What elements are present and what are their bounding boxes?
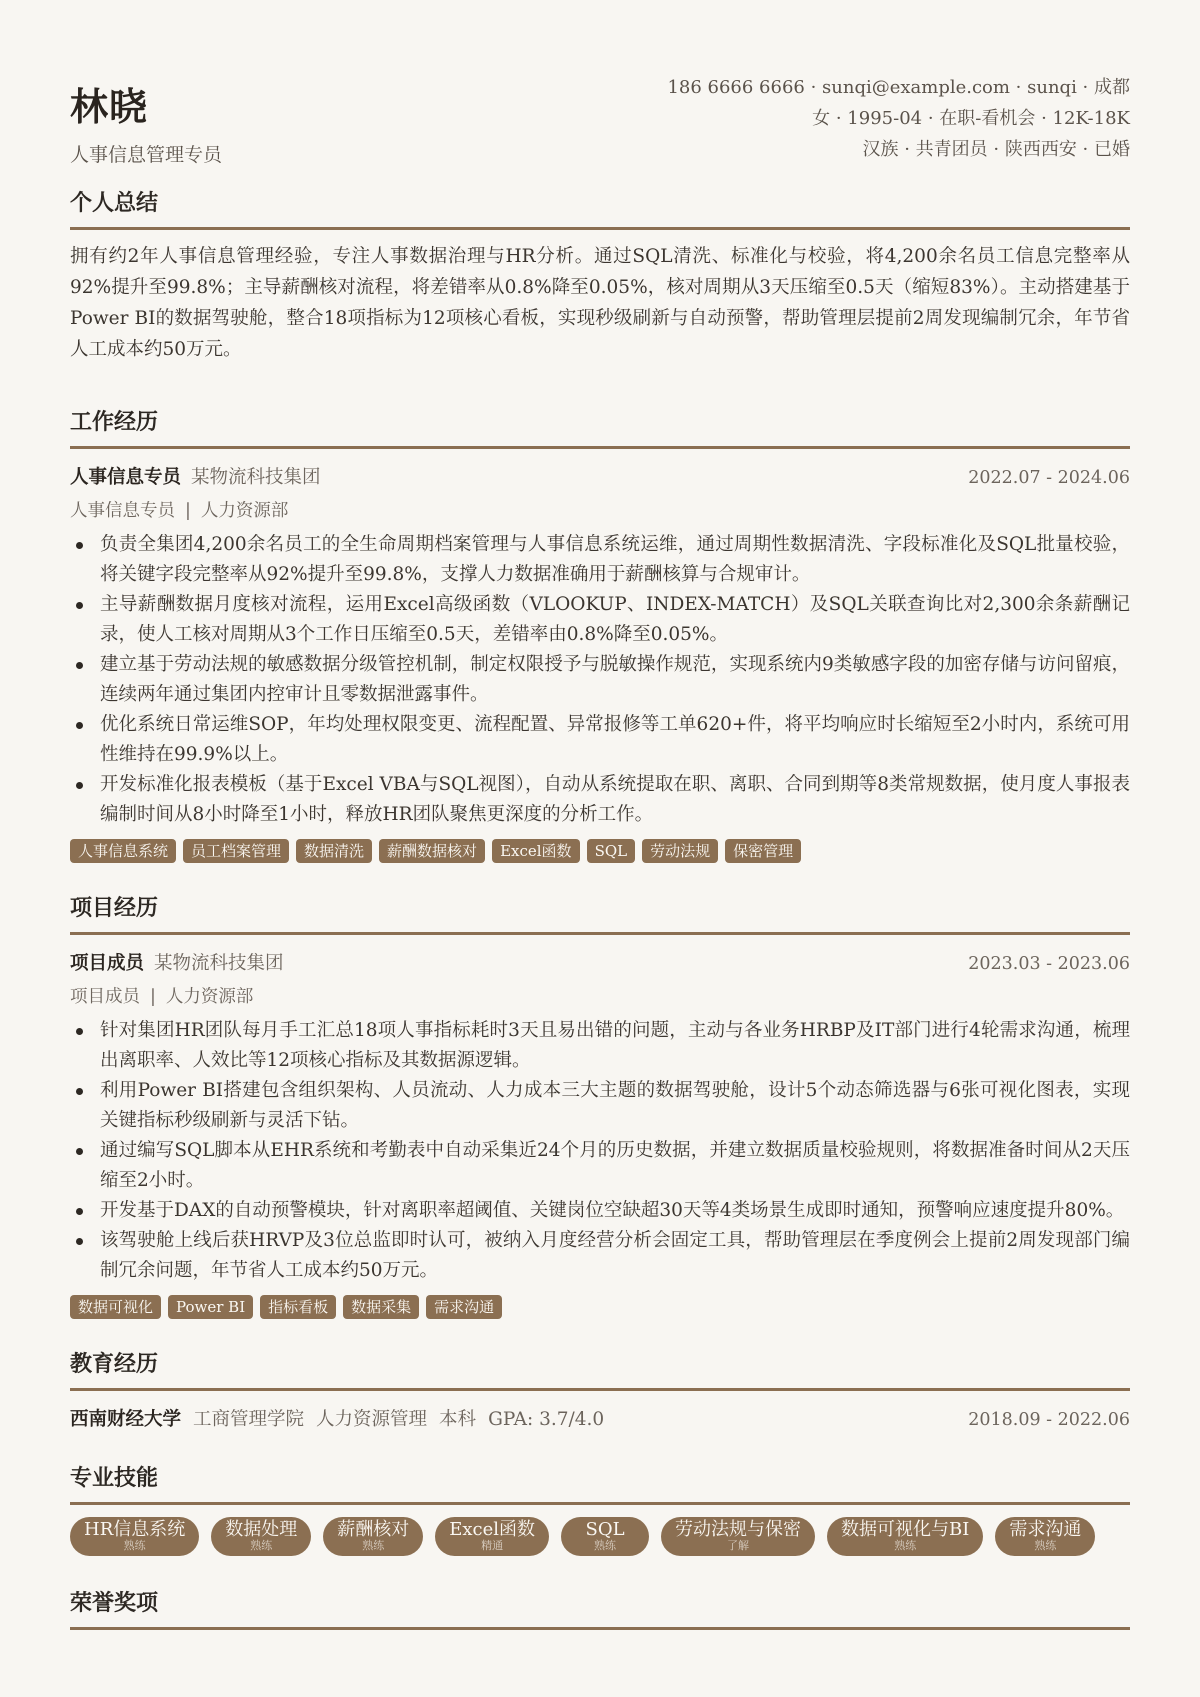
work-sub-role: 人事信息专员 — [70, 501, 175, 521]
contact-line: 汉族 · 共青团员 · 陕西西安 · 已婚 — [862, 139, 1130, 160]
school-name: 西南财经大学 — [70, 1409, 182, 1430]
list-item: 该驾驶舱上线后获HRVP及3位总监即时认可，被纳入月度经营分析会固定工具，帮助管理层在季度例会上提前2周发现部门编制冗余问题，年节省人工成本约50万元。 — [70, 1226, 1130, 1286]
skill-pill — [661, 1517, 815, 1556]
section-heading-skills: 专业技能 — [70, 1461, 1130, 1505]
work-subline — [70, 497, 1130, 522]
skill-name: HR信息系统 — [84, 1519, 186, 1540]
resume-header — [70, 0, 1130, 188]
skill-pill — [70, 1517, 199, 1556]
project-department: 人力资源部 — [165, 987, 254, 1007]
skill-level: 了解 — [727, 1539, 750, 1552]
list-item: 主导薪酬数据月度核对流程，运用Excel高级函数（VLOOKUP、INDEX-MATCH）及SQL关联查询比对2,300余条薪酬记录，使人工核对周期从3个工作日压缩至0.5天，差错率由0.8%降至0.05%。 — [70, 590, 1130, 650]
work-company: 某物流科技集团 — [191, 467, 321, 488]
work-role: 人事信息专员 — [70, 467, 182, 488]
list-item: 建立基于劳动法规的敏感数据分级管控机制，制定权限授予与脱敏操作规范，实现系统内9类敏感字段的加密存储与访问留痕，连续两年通过集团内控审计且零数据泄露事件。 — [70, 650, 1130, 710]
list-item: 开发标准化报表模板（基于Excel VBA与SQL视图），自动从系统提取在职、离职、合同到期等8类常规数据，使月度人事报表编制时间从8小时降至1小时，释放HR团队聚焦更深度的分析工作。 — [70, 770, 1130, 830]
work-date: 2022.07 - 2024.06 — [968, 468, 1130, 488]
separator: | — [150, 987, 156, 1007]
project-section — [70, 891, 1130, 1319]
separator: | — [185, 501, 191, 521]
project-date: 2023.03 - 2023.06 — [968, 954, 1130, 974]
skill-level: 熟练 — [894, 1539, 917, 1552]
gpa: GPA: 3.7/4.0 — [488, 1409, 605, 1430]
skill-name: Excel函数 — [449, 1519, 536, 1540]
skill-level: 精通 — [481, 1539, 504, 1552]
education-entry — [70, 1405, 1130, 1431]
tag: 数据可视化 — [70, 1295, 161, 1319]
degree: 本科 — [439, 1409, 477, 1430]
skill-name: 劳动法规与保密 — [675, 1519, 802, 1540]
work-tags — [70, 839, 1130, 863]
project-role: 项目成员 — [70, 953, 145, 974]
candidate-title: 人事信息管理专员 — [70, 144, 223, 166]
tag: 保密管理 — [725, 839, 801, 863]
skill-pill — [211, 1517, 311, 1556]
contact-line: 186 6666 6666 · sunqi@example.com · sunqi · 成都 — [667, 77, 1130, 98]
contact-line: 女 · 1995-04 · 在职-看机会 · 12K-18K — [812, 108, 1130, 129]
skills-section — [70, 1461, 1130, 1556]
project-tags — [70, 1295, 1130, 1319]
work-department: 人力资源部 — [200, 501, 289, 521]
tag: 数据采集 — [343, 1295, 419, 1319]
skill-pill — [435, 1517, 549, 1556]
skill-level: 熟练 — [123, 1539, 146, 1552]
tag: SQL — [587, 839, 636, 863]
tag: 劳动法规 — [642, 839, 718, 863]
list-item: 通过编写SQL脚本从EHR系统和考勤表中自动采集近24个月的历史数据，并建立数据质量校验规则，将数据准备时间从2天压缩至2小时。 — [70, 1136, 1130, 1196]
list-item: 负责全集团4,200余名员工的全生命周期档案管理与人事信息系统运维，通过周期性数据清洗、字段标准化及SQL批量校验，将关键字段完整率从92%提升至99.8%，支撑人力数据准确用于薪酬核算与合规审计。 — [70, 530, 1130, 590]
section-heading-honors: 荣誉奖项 — [70, 1586, 1130, 1630]
education-date: 2018.09 - 2022.06 — [968, 1410, 1130, 1430]
list-item: 利用Power BI搭建包含组织架构、人员流动、人力成本三大主题的数据驾驶舱，设计5个动态筛选器与6张可视化图表，实现关键指标秒级刷新与灵活下钻。 — [70, 1076, 1130, 1136]
work-bullets — [70, 530, 1130, 830]
tag: 指标看板 — [260, 1295, 336, 1319]
skill-pill — [323, 1517, 423, 1556]
education-section — [70, 1347, 1130, 1431]
project-entry-header — [70, 949, 1130, 975]
section-heading-project: 项目经历 — [70, 891, 1130, 935]
project-subline — [70, 983, 1130, 1008]
skill-name: 需求沟通 — [1009, 1519, 1082, 1540]
skill-name: 数据处理 — [225, 1519, 298, 1540]
work-entry-header — [70, 463, 1130, 489]
tag: 员工档案管理 — [183, 839, 289, 863]
section-heading-summary: 个人总结 — [70, 186, 1130, 230]
tag: 需求沟通 — [426, 1295, 502, 1319]
project-company: 某物流科技集团 — [154, 953, 284, 974]
skill-name: 数据可视化与BI — [841, 1519, 970, 1540]
skill-level: 熟练 — [362, 1539, 385, 1552]
summary-text: 拥有约2年人事信息管理经验，专注人事数据治理与HR分析。通过SQL清洗、标准化与校验，将4,200余名员工信息完整率从92%提升至99.8%；主导薪酬核对流程，将差错率从0.8%降至0.05%，核对周期从3天压缩至0.5天（缩短83%）。主动搭建基于Power BI的数据驾驶舱，整合18项指标为12项核心看板，实现秒级刷新与自动预警，帮助管理层提前2周发现编制冗余，年节省人工成本约50万元。 — [70, 246, 1130, 360]
contact-info — [667, 72, 1130, 165]
major: 人力资源管理 — [316, 1409, 428, 1430]
tag: 薪酬数据核对 — [379, 839, 485, 863]
work-section — [70, 405, 1130, 863]
skill-level: 熟练 — [1034, 1539, 1057, 1552]
tag: Power BI — [168, 1295, 253, 1319]
tag: Excel函数 — [492, 839, 580, 863]
section-heading-work: 工作经历 — [70, 405, 1130, 449]
summary-section — [70, 186, 1130, 365]
project-bullets — [70, 1016, 1130, 1286]
skill-name: 薪酬核对 — [337, 1519, 410, 1540]
list-item: 优化系统日常运维SOP，年均处理权限变更、流程配置、异常报修等工单620+件，将平均响应时长缩短至2小时内，系统可用性维持在99.9%以上。 — [70, 710, 1130, 770]
section-heading-education: 教育经历 — [70, 1347, 1130, 1391]
honors-section — [70, 1586, 1130, 1630]
skill-name: SQL — [585, 1519, 625, 1540]
tag: 人事信息系统 — [70, 839, 176, 863]
project-sub-role: 项目成员 — [70, 987, 140, 1007]
tag: 数据清洗 — [296, 839, 372, 863]
skill-pill — [561, 1517, 649, 1556]
college: 工商管理学院 — [193, 1409, 305, 1430]
list-item: 开发基于DAX的自动预警模块，针对离职率超阈值、关键岗位空缺超30天等4类场景生成即时通知，预警响应速度提升80%。 — [70, 1196, 1130, 1226]
list-item: 针对集团HR团队每月手工汇总18项人事指标耗时3天且易出错的问题，主动与各业务HRBP及IT部门进行4轮需求沟通，梳理出离职率、人效比等12项核心指标及其数据源逻辑。 — [70, 1016, 1130, 1076]
skill-pill — [827, 1517, 983, 1556]
skill-level: 熟练 — [594, 1539, 617, 1552]
skill-pill — [995, 1517, 1095, 1556]
skill-level: 熟练 — [250, 1539, 273, 1552]
candidate-name: 林晓 — [70, 84, 149, 129]
skills-list — [70, 1517, 1130, 1556]
